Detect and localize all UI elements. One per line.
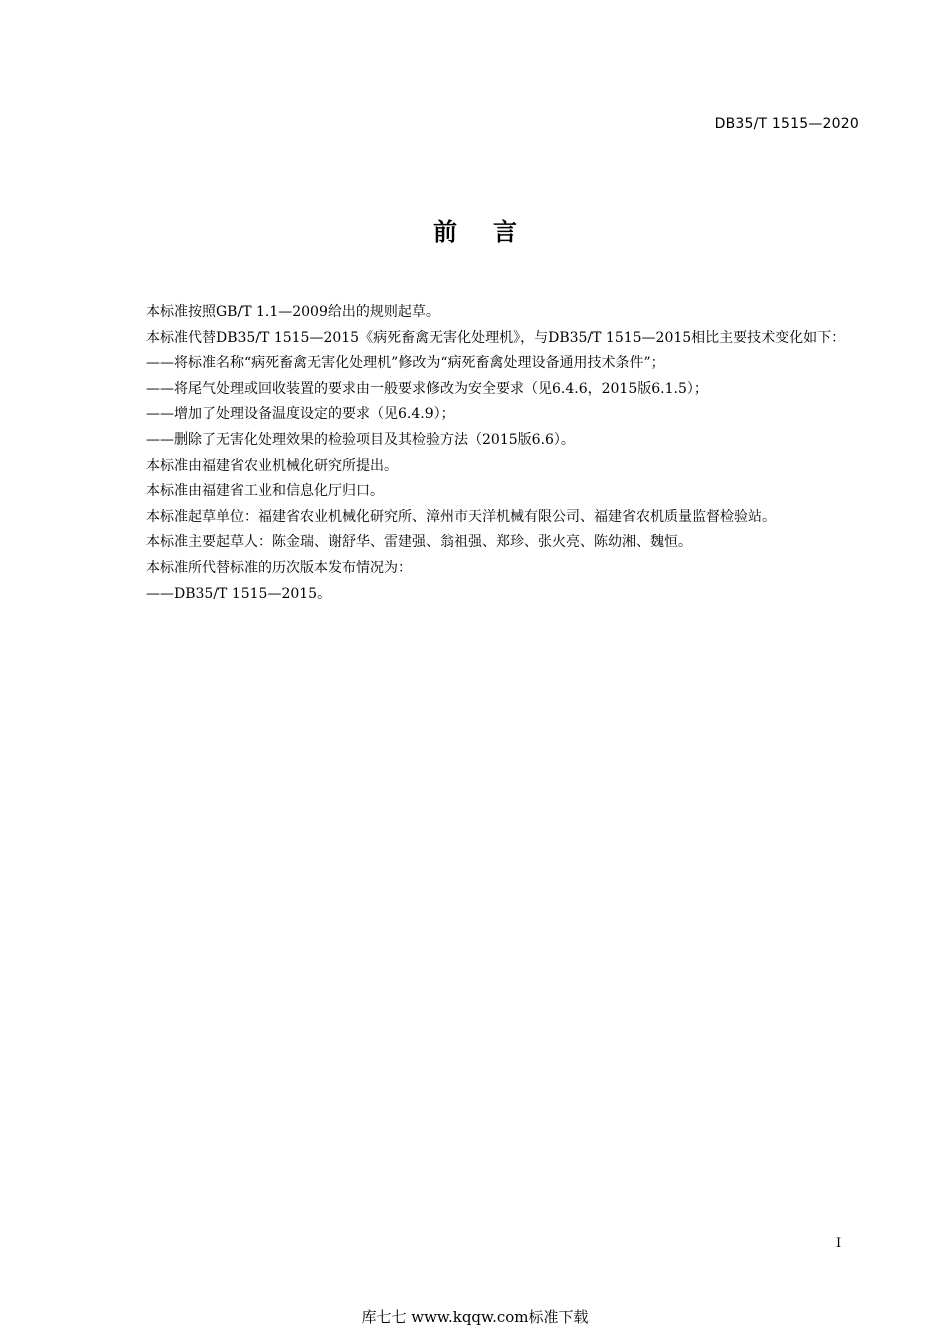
page-number: I — [836, 1236, 842, 1251]
paragraph-centralized-by: 本标准由福建省工业和信息化厅归口。 — [146, 483, 384, 500]
footer-watermark: 库七七 www.kqqw.com标准下载 — [361, 1308, 589, 1326]
change-item-exhaust: ——将尾气处理或回收装置的要求由一般要求修改为安全要求（见6.4.6，2015版6.1.5）； — [146, 380, 708, 397]
change-item-deleted: ——删除了无害化处理效果的检验项目及其检验方法（2015版6.6）。 — [146, 431, 575, 448]
paragraph-drafters: 本标准主要起草人：陈金瑞、谢舒华、雷建强、翁祖强、郑珍、张火亮、陈幼湘、魏恒。 — [146, 534, 692, 551]
standard-code: DB35/T 1515—2020 — [714, 116, 859, 132]
foreword-body — [113, 300, 861, 607]
paragraph-drafting-units: 本标准起草单位：福建省农业机械化研究所、漳州市天洋机械有限公司、福建省农机质量监督检验站。 — [146, 508, 776, 525]
paragraph-replaces: 本标准代替DB35/T 1515—2015《病死畜禽无害化处理机》，与DB35/T 1515—2015相比主要技术变化如下： — [146, 329, 846, 346]
paragraph-drafting-rules: 本标准按照GB/T 1.1—2009给出的规则起草。 — [146, 304, 440, 320]
page-title: 前言 — [433, 218, 553, 246]
history-item: ——DB35/T 1515—2015。 — [146, 585, 332, 602]
paragraph-history-intro: 本标准所代替标准的历次版本发布情况为： — [146, 559, 412, 576]
paragraph-proposed-by: 本标准由福建省农业机械化研究所提出。 — [146, 457, 398, 474]
change-item-temperature: ——增加了处理设备温度设定的要求（见6.4.9）； — [146, 406, 455, 423]
change-item-name: ——将标准名称“病死畜禽无害化处理机”修改为“病死畜禽处理设备通用技术条件”； — [146, 355, 665, 372]
